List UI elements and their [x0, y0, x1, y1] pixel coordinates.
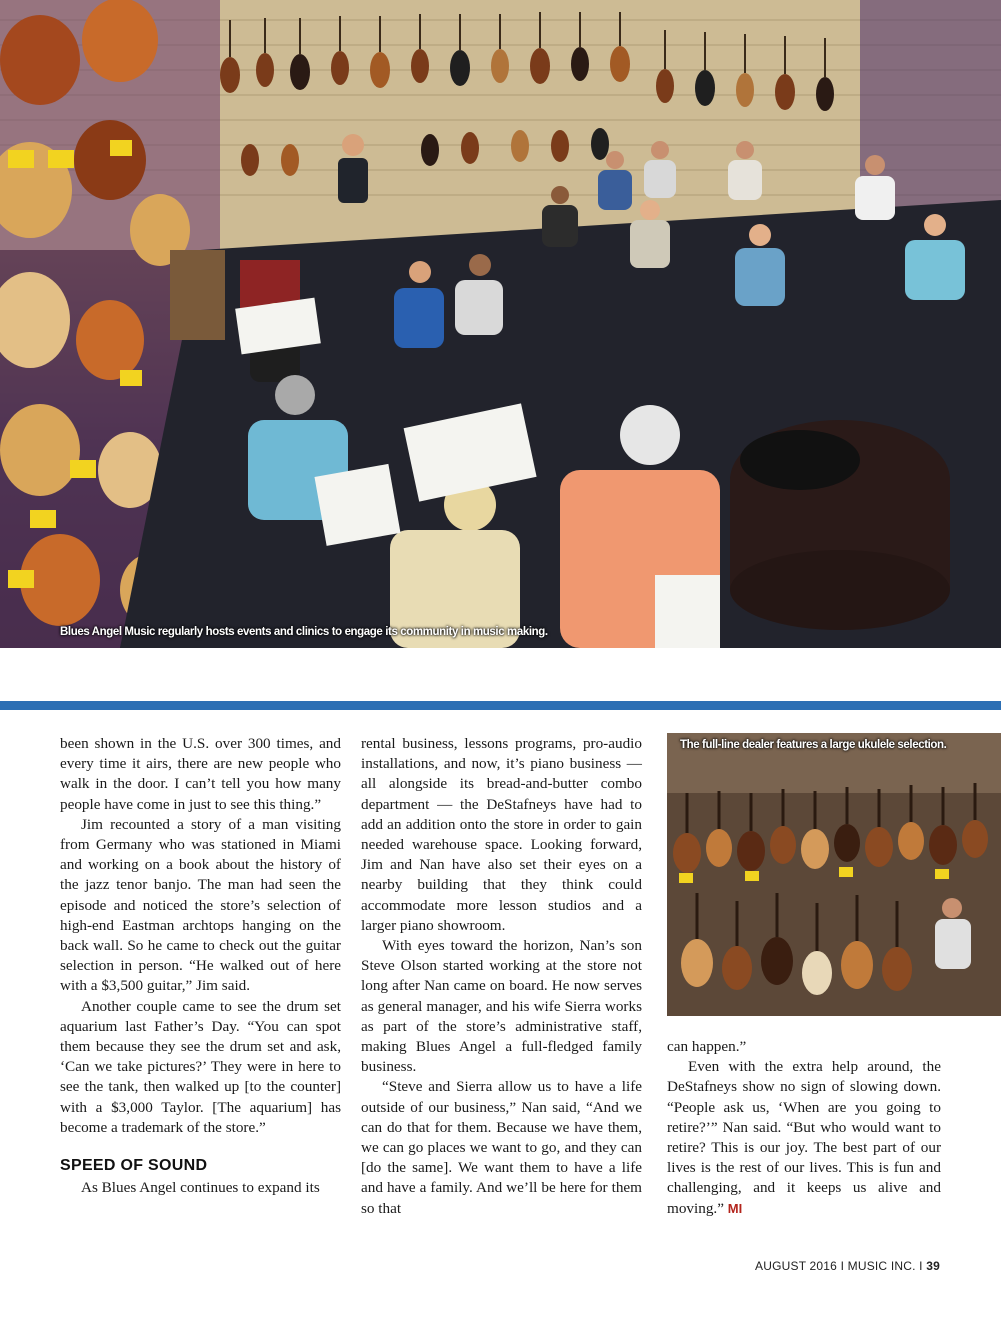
paragraph: “Steve and Sierra allow us to have a life outside of our business,” Nan said, “And we can do that for them. Because we have them, we can go places we want to go, and they can [do the same]. We want them to have a life and have a family. And we’ll be here for them so that — [361, 1078, 642, 1217]
folio-issue: AUGUST 2016 I MUSIC INC. I — [755, 1259, 923, 1273]
paragraph: As Blues Angel continues to expand its — [81, 1179, 320, 1197]
text-column-3 — [667, 1037, 941, 1219]
paragraph: been shown in the U.S. over 300 times, and every time it airs, there are new people who walk in the door. I can’t tell you how many people have come in just to see this thing.” — [60, 735, 341, 813]
section-subhead: SPEED OF SOUND — [60, 1157, 208, 1175]
paragraph: Another couple came to see the drum set aquarium last Father’s Day. “You can spot them because they see the drum set and ask, ‘Can we take pictures?’ They were in here to see the tank, then walked up [to the counter] with a $3,000 Taylor. [The aquarium] has become a trademark of the store.” — [60, 997, 341, 1136]
paragraph: rental business, lessons programs, pro-audio installations, and now, it’s piano business — all alongside its bread-and-butter combo department — the DeStafneys have had to add an addition onto the store in order to gain needed warehouse space. Looking forward, Jim and Nan have also set their eyes on a nearby building that they think could accommodate more lesson studios and a larger piano showroom. — [361, 735, 642, 934]
section-divider-rule — [0, 701, 1001, 710]
paragraph: With eyes toward the horizon, Nan’s son Steve Olson started working at the store not long after Nan came on board. He now serves as general manager, and his wife Sierra works as part of the store’s administrative staff, making Blues Angel a full-fledged family business. — [361, 937, 642, 1076]
paragraph-text: Even with the extra help around, the DeStafneys show no sign of slowing down. “People ask us, ‘When are you going to retire?’” Nan said. “But who would want to retire? This is our joy. The best part of our lives is the rest of our lives. This is fun and challenging, and it keeps us alive and moving.” — [667, 1058, 941, 1217]
page-number: 39 — [926, 1259, 940, 1273]
paragraph: can happen.” — [667, 1038, 747, 1055]
end-mark: MI — [727, 1200, 743, 1216]
text-column-2 — [361, 734, 642, 1219]
text-column-1 — [60, 734, 341, 1198]
ukulele-wall-photo-icon — [667, 733, 1001, 1016]
page-folio — [755, 1259, 940, 1273]
hero-photo — [0, 0, 1001, 648]
ukulele-photo — [667, 733, 1001, 1016]
paragraph: Jim recounted a story of a man visiting from Germany who was stationed in Miami and working on a book about the history of the jazz tenor banjo. The man had seen the episode and noticed the store’s selection of high-end Eastman archtops hanging on the back wall. So he came to check out the guitar selection in person. “He walked out of here with a $3,500 guitar,” Jim said. — [60, 815, 341, 995]
paragraph — [667, 1057, 941, 1219]
hero-photo-caption: Blues Angel Music regularly hosts events and clinics to engage its community in music making. — [60, 626, 548, 638]
ukulele-photo-caption: The full-line dealer features a large ukulele selection. — [680, 739, 947, 751]
music-store-clinic-photo-icon — [0, 0, 1001, 648]
